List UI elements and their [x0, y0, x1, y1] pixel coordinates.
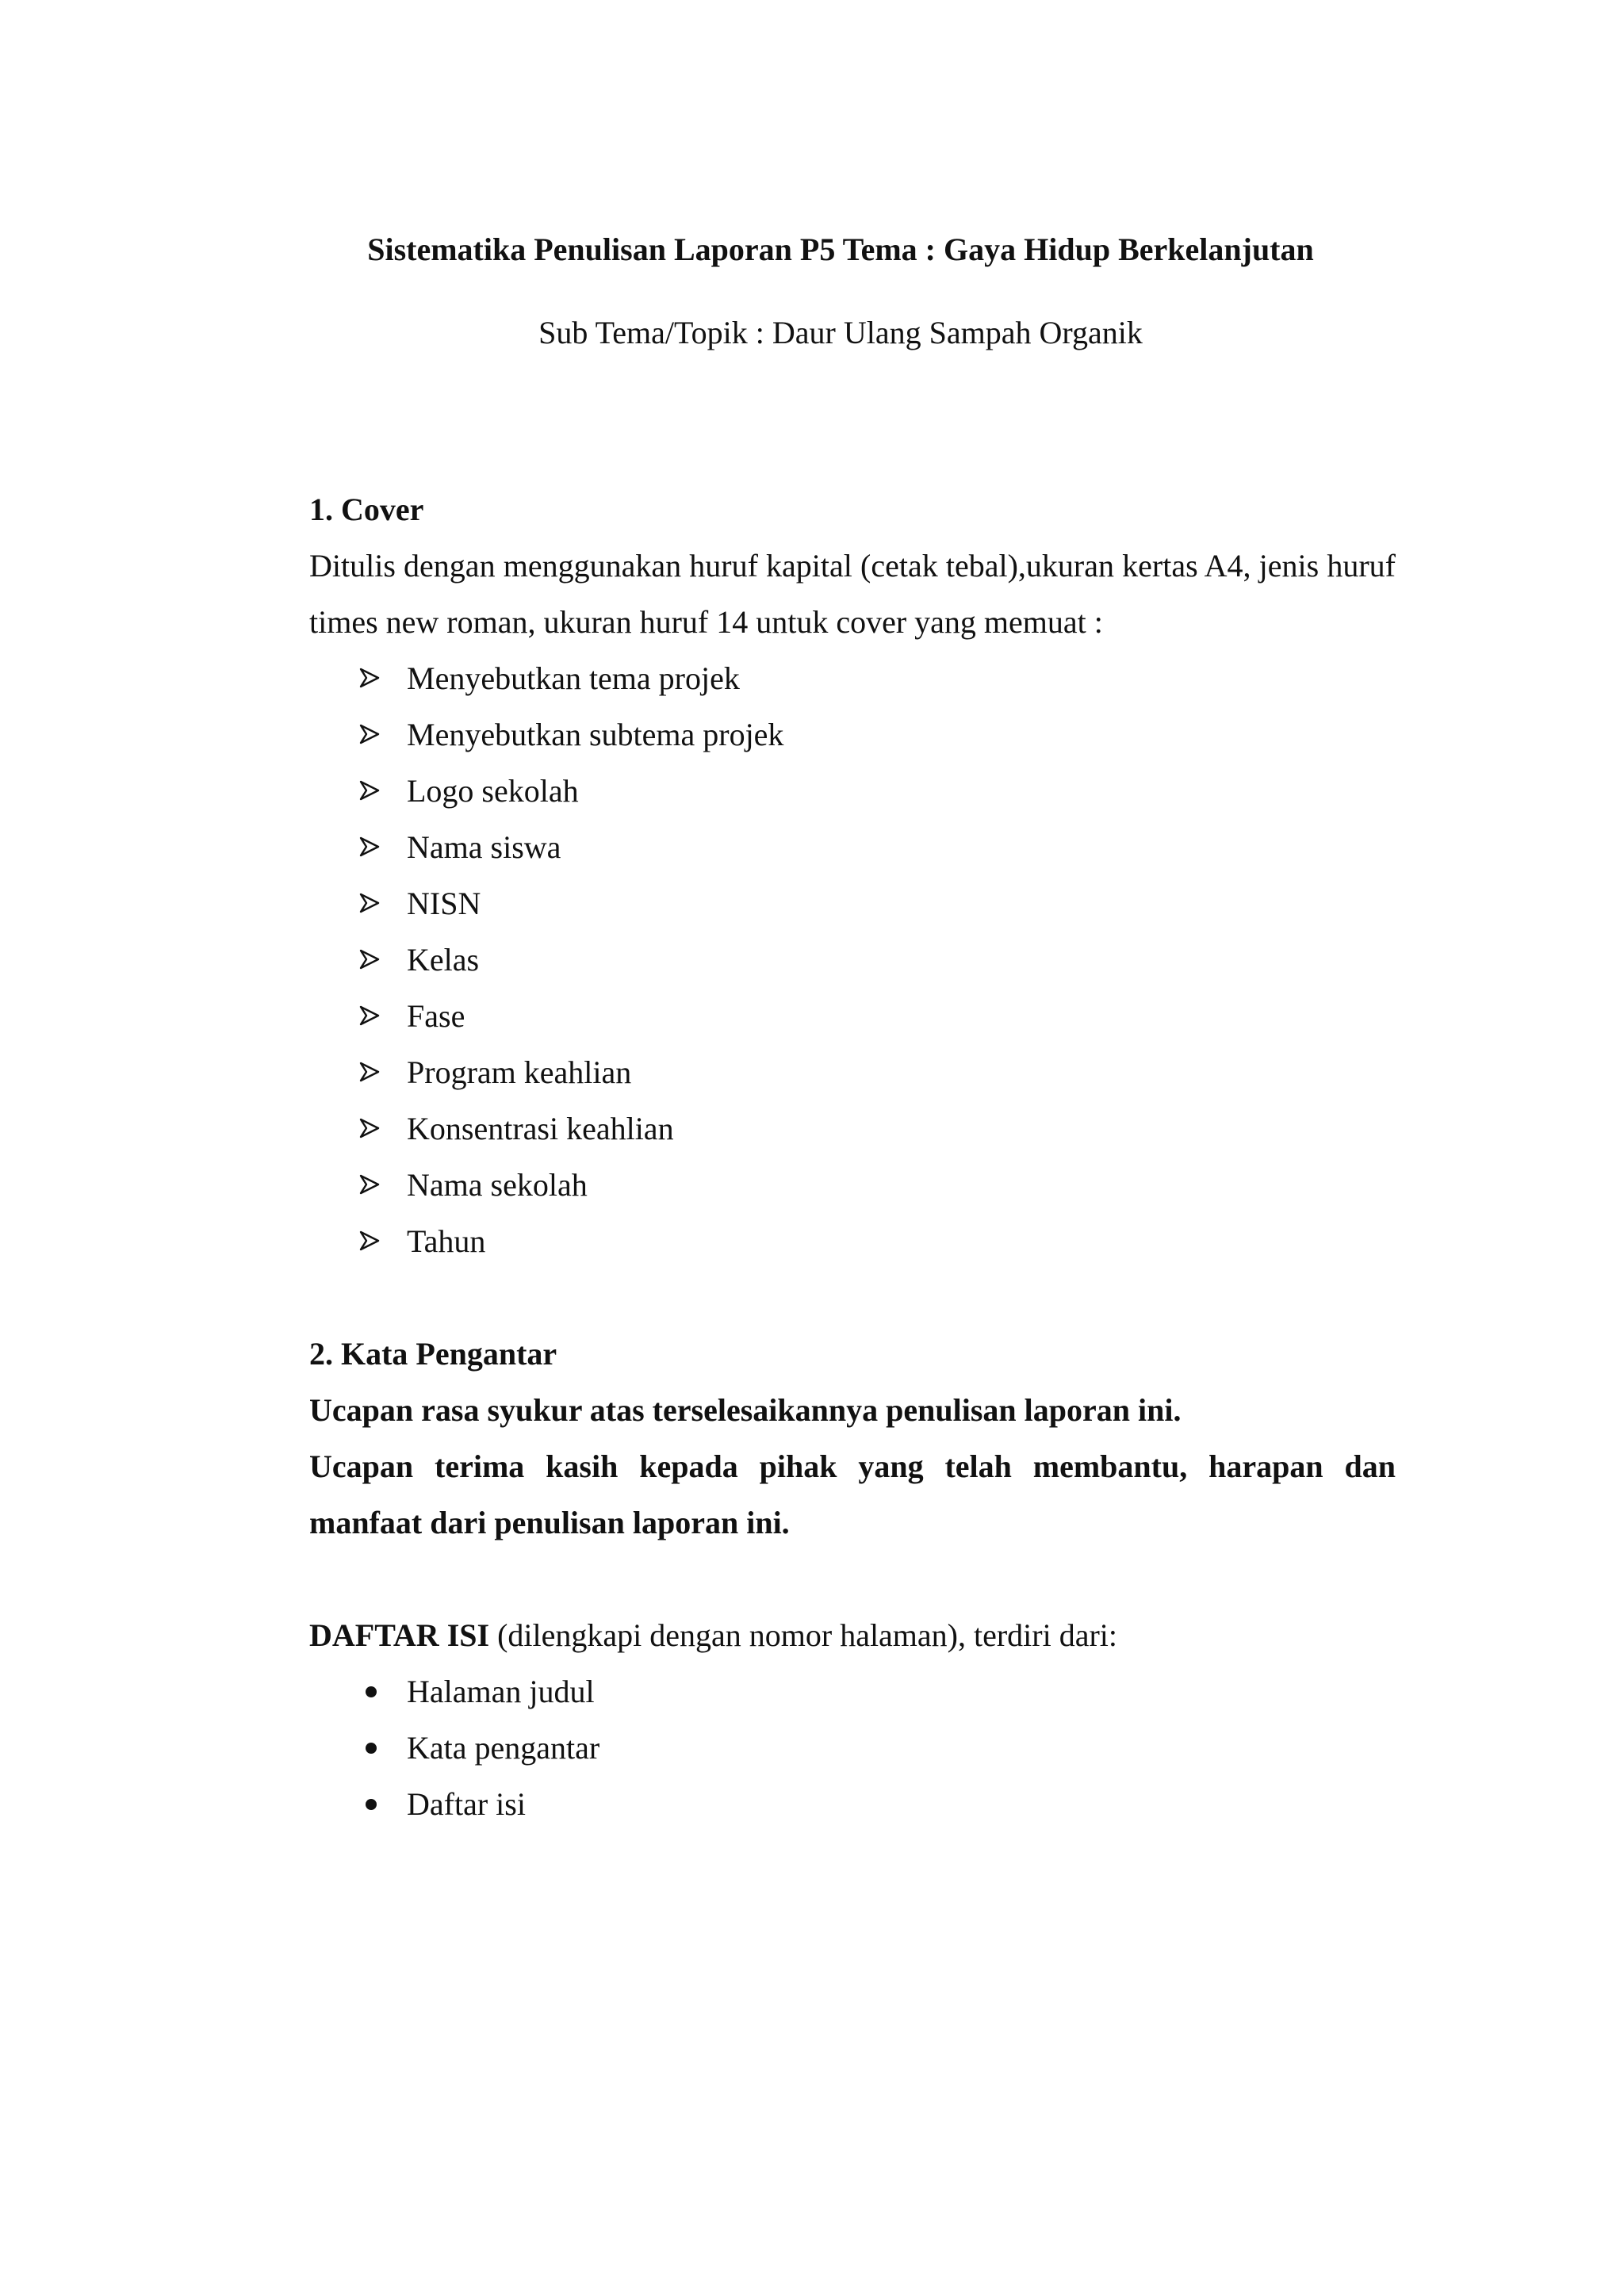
list-item-label: Tahun: [407, 1223, 486, 1259]
list-item-label: Logo sekolah: [407, 773, 579, 809]
list-item: [309, 763, 1396, 819]
round-bullet-icon: [359, 1776, 391, 1832]
kata-pengantar-line-2: Ucapan terima kasih kepada pihak yang telah membantu, harapan dan manfaat dari penulisan laporan ini.: [309, 1448, 1396, 1540]
list-item: [309, 875, 1396, 932]
list-item-label: Konsentrasi keahlian: [407, 1111, 674, 1146]
list-item-label: Program keahlian: [407, 1054, 632, 1090]
arrowhead-bullet-icon: [359, 763, 391, 819]
list-item-label: Menyebutkan tema projek: [407, 660, 740, 696]
list-item: [309, 1044, 1396, 1100]
document-title: Sistematika Penulisan Laporan P5 Tema : Gaya Hidup Berkelanjutan: [367, 232, 1314, 267]
list-item-label: NISN: [407, 886, 481, 921]
list-item: [309, 819, 1396, 875]
spacer: [309, 1269, 1396, 1326]
arrowhead-bullet-icon: [359, 1100, 391, 1157]
section-kata-pengantar-heading: 2. Kata Pengantar: [309, 1336, 557, 1372]
kata-pengantar-line-1: Ucapan rasa syukur atas terselesaikannya penulisan laporan ini.: [309, 1392, 1182, 1428]
list-item-label: Nama siswa: [407, 829, 561, 865]
section-cover-heading: 1. Cover: [309, 492, 424, 527]
list-item: [309, 1776, 1396, 1832]
list-item-label: Kelas: [407, 942, 480, 978]
daftar-isi-list: [309, 1663, 1396, 1832]
list-item: [309, 988, 1396, 1044]
list-item: [309, 706, 1396, 763]
arrowhead-bullet-icon: [359, 650, 391, 706]
list-item-label: Daftar isi: [407, 1786, 526, 1822]
arrowhead-bullet-icon: [359, 1044, 391, 1100]
spacer: [309, 1551, 1396, 1607]
section-cover-paragraph: Ditulis dengan menggunakan huruf kapital (cetak tebal),ukuran kertas A4, jenis huruf times new roman, ukuran huruf 14 untuk cover yang memuat :: [309, 548, 1396, 640]
arrowhead-bullet-icon: [359, 875, 391, 932]
arrowhead-bullet-icon: [359, 1157, 391, 1213]
list-item: [309, 1663, 1396, 1720]
list-item-label: Menyebutkan subtema projek: [407, 717, 784, 752]
round-bullet-icon: [359, 1720, 391, 1776]
list-item-label: Halaman judul: [407, 1674, 595, 1709]
arrowhead-bullet-icon: [359, 706, 391, 763]
document-subtitle: Sub Tema/Topik : Daur Ulang Sampah Organik: [538, 315, 1143, 350]
daftar-isi-heading-rest: (dilengkapi dengan nomor halaman), terdiri dari:: [489, 1617, 1118, 1653]
list-item-label: Kata pengantar: [407, 1730, 600, 1766]
list-item: [309, 650, 1396, 706]
list-item: [309, 1720, 1396, 1776]
arrowhead-bullet-icon: [359, 819, 391, 875]
daftar-isi-heading: [309, 1607, 1396, 1663]
arrowhead-bullet-icon: [359, 932, 391, 988]
cover-items-list: [309, 650, 1396, 1269]
document-body: [309, 481, 1396, 1832]
arrowhead-bullet-icon: [359, 988, 391, 1044]
round-bullet-icon: [359, 1663, 391, 1720]
list-item-label: Fase: [407, 998, 465, 1034]
list-item: [309, 1157, 1396, 1213]
list-item: [309, 932, 1396, 988]
list-item-label: Nama sekolah: [407, 1167, 588, 1203]
list-item: [309, 1100, 1396, 1157]
list-item: [309, 1213, 1396, 1269]
daftar-isi-heading-bold: DAFTAR ISI: [309, 1617, 490, 1653]
arrowhead-bullet-icon: [359, 1213, 391, 1269]
